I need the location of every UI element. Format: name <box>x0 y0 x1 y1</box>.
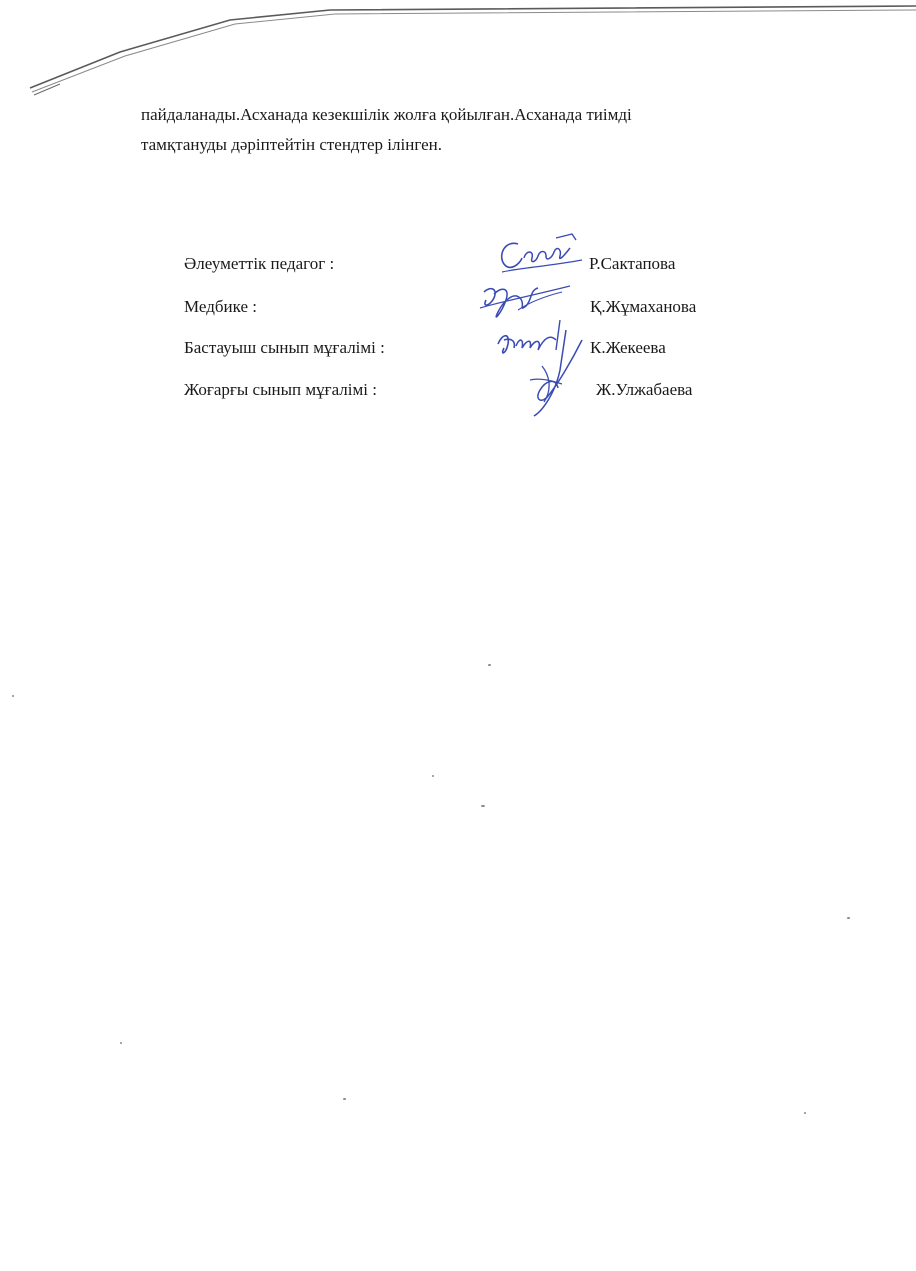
signature-sign-icon <box>486 310 596 430</box>
signatory-name: Қ.Жұмаханова <box>590 297 697 316</box>
body-paragraph <box>141 100 841 160</box>
paragraph-line: пайдаланады.Асханада кезекшілік жолға қойылған.Асханада тиімді <box>141 105 632 124</box>
scan-speck <box>804 1112 806 1114</box>
signatory-row-primary-teacher <box>184 333 784 363</box>
scan-speck <box>847 917 850 919</box>
signatory-row-senior-teacher <box>184 375 784 405</box>
signatory-name: Р.Сактапова <box>589 254 676 273</box>
scan-speck <box>481 805 485 807</box>
scan-speck <box>488 664 491 666</box>
signatory-row-social-pedagogue <box>184 249 784 279</box>
scan-speck <box>432 775 434 777</box>
signatory-name: Ж.Улжабаева <box>596 380 693 399</box>
signatory-role: Жоғарғы сынып мұғалімі : <box>184 380 377 399</box>
paragraph-line: тамқтануды дәріптейтін стендтер ілінген. <box>141 135 442 154</box>
signatory-role: Бастауыш сынып мұғалімі : <box>184 338 385 357</box>
signatory-role: Әлеуметтік педагог : <box>184 254 335 273</box>
scan-speck <box>343 1098 346 1100</box>
signatory-name: К.Жекеева <box>590 338 666 357</box>
scan-speck <box>12 695 14 697</box>
signatory-role: Медбике : <box>184 297 257 316</box>
signatory-row-nurse <box>184 292 784 322</box>
scan-speck <box>120 1042 122 1044</box>
